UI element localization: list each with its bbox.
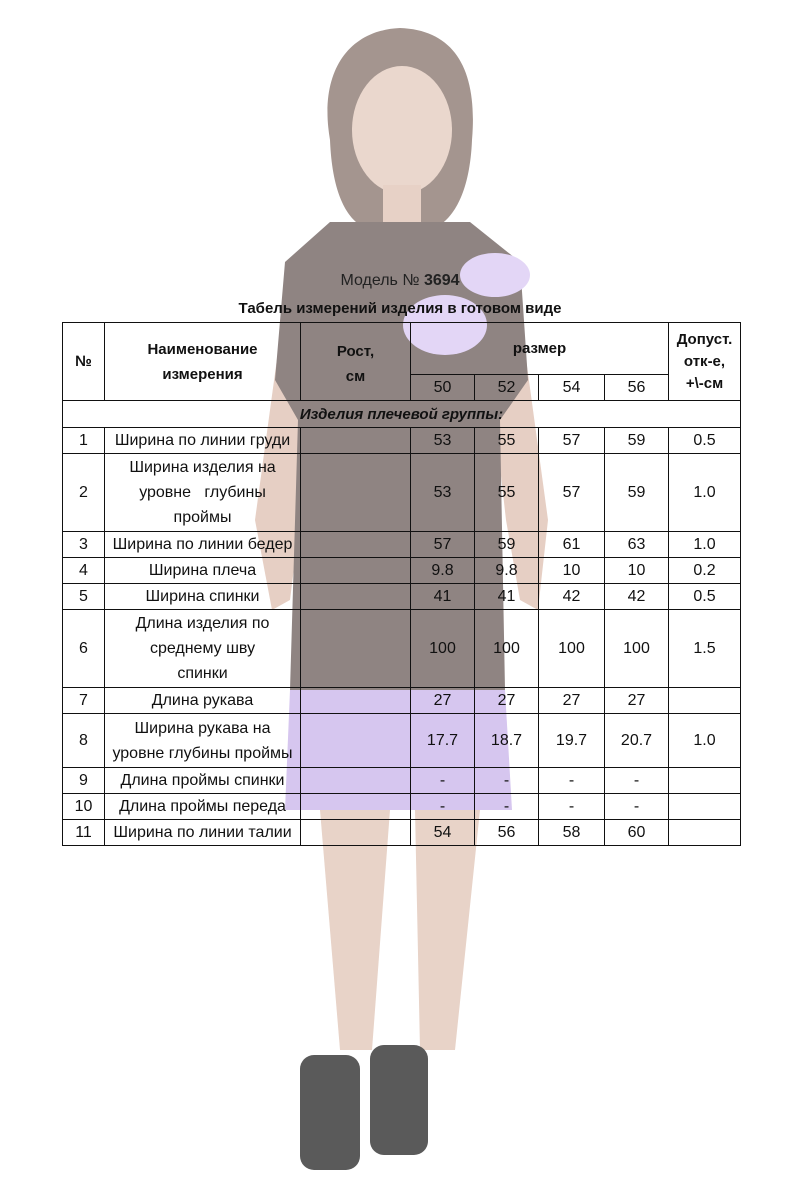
row-value: 19.7 [539,714,605,768]
row-height [301,688,411,714]
row-value: 59 [605,454,669,532]
row-value: - [411,794,475,820]
table-row [63,532,741,558]
row-value: 57 [539,454,605,532]
table-row [63,428,741,454]
row-name: Ширина плеча [105,558,301,584]
header-measurement-name: Наименование измерения [105,323,301,401]
row-tolerance: 0.5 [669,428,741,454]
table-row [63,820,741,846]
row-name: Ширина изделия на уровне глубины проймы [105,454,301,532]
row-value: - [605,794,669,820]
header-height: Рост, см [301,323,411,401]
row-number: 11 [63,820,105,846]
section-title: Изделия плечевой группы: [63,401,741,428]
row-height [301,584,411,610]
table-row [63,558,741,584]
row-value: 54 [411,820,475,846]
row-height [301,428,411,454]
row-value: 20.7 [605,714,669,768]
row-value: 18.7 [475,714,539,768]
row-value: 100 [605,610,669,688]
row-value: 55 [475,428,539,454]
table-title: Табель измерений изделия в готовом виде [238,300,562,317]
row-name: Длина проймы спинки [105,768,301,794]
row-height [301,558,411,584]
row-value: 56 [475,820,539,846]
row-value: 53 [411,428,475,454]
table-row [63,688,741,714]
row-value: 100 [539,610,605,688]
row-tolerance: 1.0 [669,532,741,558]
row-value: 41 [411,584,475,610]
table-row [63,584,741,610]
size-54: 54 [539,375,605,401]
row-name: Ширина спинки [105,584,301,610]
row-tolerance: 1.5 [669,610,741,688]
table-row [63,610,741,688]
model-prefix: Модель № [340,272,424,289]
row-number: 5 [63,584,105,610]
header-size: размер [411,323,669,375]
table-row [63,794,741,820]
row-number: 10 [63,794,105,820]
row-value: - [539,768,605,794]
row-number: 9 [63,768,105,794]
row-value: 27 [539,688,605,714]
row-height [301,768,411,794]
row-number: 2 [63,454,105,532]
row-number: 8 [63,714,105,768]
row-tolerance: 0.5 [669,584,741,610]
row-value: 59 [475,532,539,558]
row-value: 9.8 [411,558,475,584]
row-value: 27 [605,688,669,714]
row-value: 55 [475,454,539,532]
row-value: 10 [605,558,669,584]
row-name: Ширина по линии груди [105,428,301,454]
row-value: 27 [475,688,539,714]
row-height [301,454,411,532]
row-number: 6 [63,610,105,688]
row-value: - [475,768,539,794]
row-value: 42 [605,584,669,610]
header-tolerance: Допуст. отк-е, +\-см [669,323,741,401]
row-value: 100 [475,610,539,688]
row-height [301,610,411,688]
row-height [301,714,411,768]
row-value: 61 [539,532,605,558]
row-value: 57 [539,428,605,454]
row-value: 42 [539,584,605,610]
row-number: 1 [63,428,105,454]
row-height [301,532,411,558]
row-number: 4 [63,558,105,584]
row-value: 60 [605,820,669,846]
row-value: 58 [539,820,605,846]
row-tolerance [669,820,741,846]
row-value: 57 [411,532,475,558]
table-row [63,714,741,768]
row-value: 27 [411,688,475,714]
row-number: 3 [63,532,105,558]
row-tolerance [669,688,741,714]
row-value: 59 [605,428,669,454]
row-value: - [539,794,605,820]
row-number: 7 [63,688,105,714]
header-number: № [63,323,105,401]
size-50: 50 [411,375,475,401]
row-value: - [475,794,539,820]
table-row [63,454,741,532]
row-value: - [411,768,475,794]
row-name: Длина проймы переда [105,794,301,820]
row-value: 53 [411,454,475,532]
size-52: 52 [475,375,539,401]
table-row [63,768,741,794]
row-tolerance: 0.2 [669,558,741,584]
model-number: 3694 [423,272,460,289]
measurement-table [62,322,741,846]
row-name: Ширина рукава на уровне глубины проймы [105,714,301,768]
row-value: 63 [605,532,669,558]
row-value: 17.7 [411,714,475,768]
row-value: 10 [539,558,605,584]
row-tolerance [669,768,741,794]
row-value: 100 [411,610,475,688]
row-tolerance: 1.0 [669,454,741,532]
row-value: 9.8 [475,558,539,584]
row-name: Ширина по линии бедер [105,532,301,558]
row-tolerance: 1.0 [669,714,741,768]
row-name: Длина изделия по среднему шву спинки [105,610,301,688]
size-56: 56 [605,375,669,401]
row-tolerance [669,794,741,820]
row-value: - [605,768,669,794]
row-name: Ширина по линии талии [105,820,301,846]
row-name: Длина рукава [105,688,301,714]
model-number-line [0,272,800,290]
row-height [301,794,411,820]
row-value: 41 [475,584,539,610]
row-height [301,820,411,846]
